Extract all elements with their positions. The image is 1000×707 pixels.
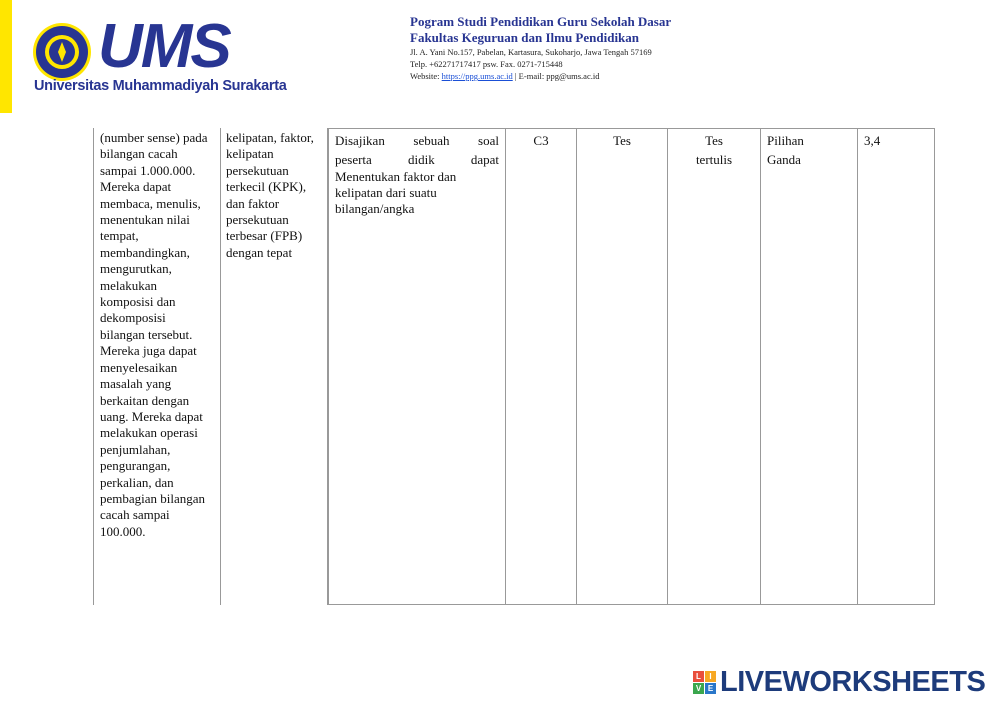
indicator-line-1: Disajikan sebuah soal bbox=[335, 133, 499, 148]
liveworksheets-wordmark: LIVEWORKSHEETS bbox=[720, 666, 986, 698]
indicator-line-2: peserta didik dapat bbox=[335, 152, 499, 167]
block-v: V bbox=[693, 683, 704, 694]
email: | E-mail: ppg@ums.ac.id bbox=[514, 71, 600, 81]
yellow-side-bar bbox=[0, 0, 12, 113]
objective-text: kelipatan, faktor, kelipatan persekutuan terkecil (KPK), dan faktor persekutuan terbesar (FPB) dengan tepat bbox=[226, 130, 314, 260]
ums-logo bbox=[32, 12, 287, 98]
instrument-cell bbox=[761, 129, 858, 605]
objective-column bbox=[220, 128, 328, 605]
competency-text: (number sense) pada bilangan cacah sampai 1.000.000. Mereka dapat membaca, menulis, menentukan nilai tempat, membandingkan, mengurutkan, melakukan komposisi dan dekomposisi bilangan tersebut. Mereka juga dapat menyelesaikan masalah yang berkaitan dengan uang. Mereka dapat melakukan operasi penjumlahan, pengurangan, perkalian, dan pembagian bilangan cacah sampai 100.000. bbox=[100, 130, 208, 539]
website-line bbox=[410, 70, 671, 82]
indicator-rest: Menentukan faktor dan kelipatan dari suatu bilangan/angka bbox=[335, 169, 457, 216]
liveworksheets-logo[interactable] bbox=[693, 667, 985, 697]
letterhead bbox=[410, 14, 671, 82]
block-l: L bbox=[693, 671, 704, 682]
faculty-name: Fakultas Keguruan dan Ilmu Pendidikan bbox=[410, 30, 640, 45]
ums-wordmark: UMS bbox=[98, 12, 230, 81]
indicator-cell bbox=[329, 129, 506, 605]
form-cell bbox=[668, 129, 761, 605]
form-line-2: tertulis bbox=[695, 152, 733, 167]
item-number-cell: 3,4 bbox=[858, 129, 935, 605]
website-label: Website: bbox=[410, 71, 440, 81]
block-e: E bbox=[705, 683, 716, 694]
competency-column bbox=[93, 128, 221, 605]
instrument-line-2: Ganda bbox=[767, 152, 801, 167]
assessment-table bbox=[328, 128, 935, 605]
phone: Telp. +62271717417 psw. Fax. 0271-715448 bbox=[410, 59, 563, 69]
university-name: Universitas Muhammadiyah Surakarta bbox=[34, 78, 287, 94]
liveworksheets-blocks-icon bbox=[693, 671, 716, 694]
university-seal-icon bbox=[32, 22, 92, 82]
cognitive-level-cell: C3 bbox=[506, 129, 577, 605]
form-line-1: Tes bbox=[705, 133, 723, 148]
technique-cell: Tes bbox=[577, 129, 668, 605]
block-i: I bbox=[705, 671, 716, 682]
instrument-line-1: Pilihan bbox=[767, 133, 804, 148]
address: Jl. A. Yani No.157, Pabelan, Kartasura, Sukoharjo, Jawa Tengah 57169 bbox=[410, 47, 652, 57]
table-row bbox=[329, 129, 935, 605]
program-name: Pogram Studi Pendidikan Guru Sekolah Dasar bbox=[410, 14, 672, 29]
website-link[interactable]: https://ppg.ums.ac.id bbox=[441, 71, 513, 81]
